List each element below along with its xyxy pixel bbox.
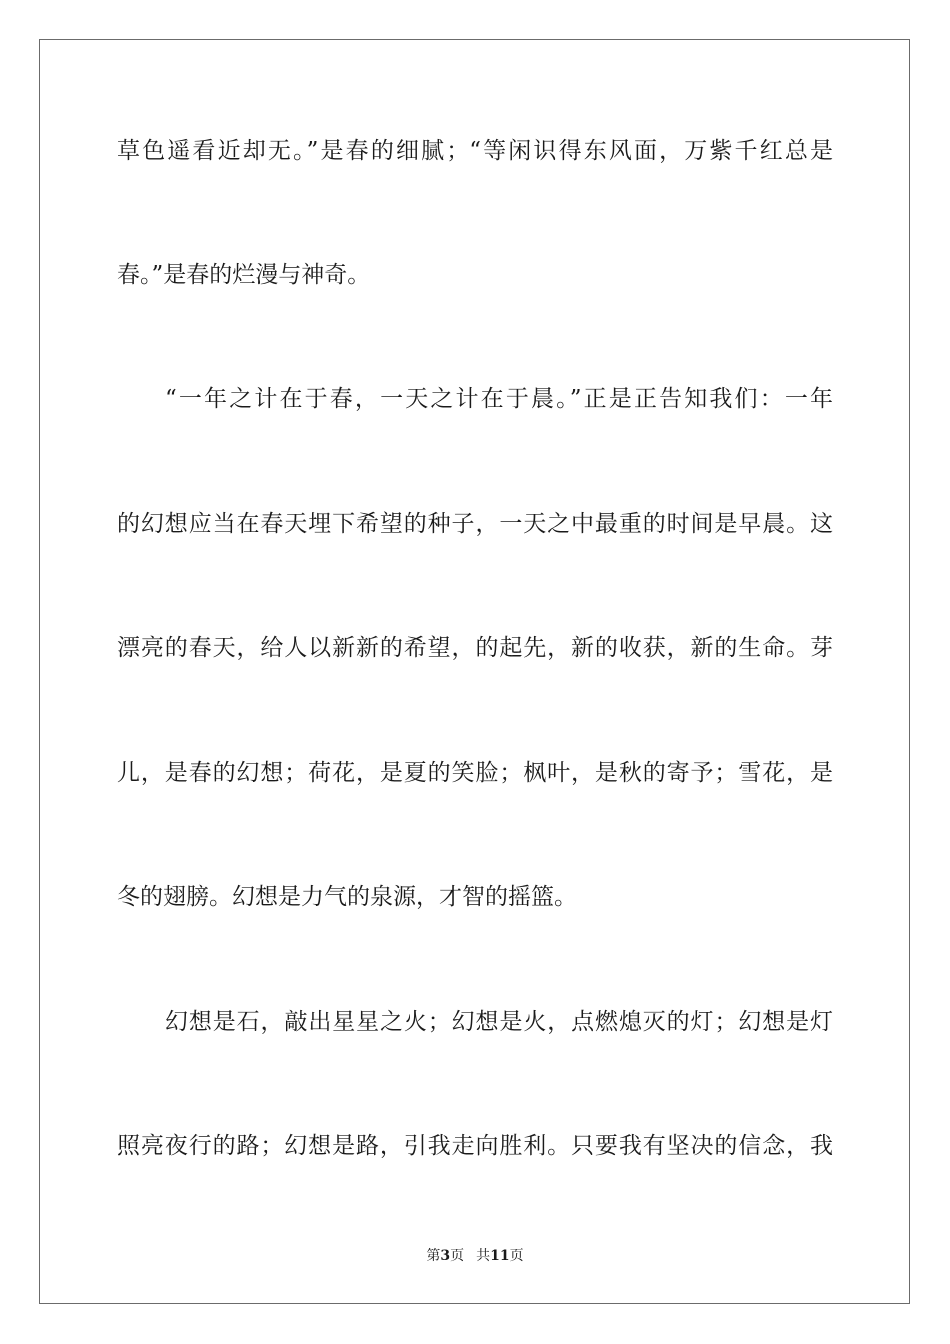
text-line: 草色遥看近却无。”是春的细腻；“等闲识得东风面，万紫千红总是 bbox=[117, 138, 833, 164]
total-suffix: 页 bbox=[509, 1248, 524, 1264]
page-prefix: 第 bbox=[426, 1248, 441, 1264]
paragraph-first-line: “一年之计在于春，一天之计在于晨。”正是正告知我们：一年 bbox=[165, 386, 833, 412]
total-prefix: 共 bbox=[476, 1248, 491, 1264]
text-line: 冬的翅膀。幻想是力气的泉源，才智的摇篮。 bbox=[117, 884, 577, 910]
page-footer bbox=[0, 1247, 950, 1265]
total-pages: 11 bbox=[490, 1248, 510, 1264]
paragraph-first-line: 幻想是石，敲出星星之火；幻想是火，点燃熄灭的灯；幻想是灯 bbox=[165, 1009, 833, 1035]
page-suffix: 页 bbox=[450, 1248, 465, 1264]
text-line: 儿，是春的幻想；荷花，是夏的笑脸；枫叶，是秋的寄予；雪花，是 bbox=[117, 760, 833, 786]
page-border bbox=[39, 39, 910, 1304]
text-line: 照亮夜行的路；幻想是路，引我走向胜利。只要我有坚决的信念，我 bbox=[117, 1133, 833, 1159]
text-line: 漂亮的春天，给人以新新的希望，的起先，新的收获，新的生命。芽 bbox=[117, 635, 833, 661]
text-line: 春。”是春的烂漫与神奇。 bbox=[117, 262, 371, 288]
text-line: 的幻想应当在春天埋下希望的种子，一天之中最重的时间是早晨。这 bbox=[117, 511, 833, 537]
page-number: 3 bbox=[440, 1248, 451, 1264]
